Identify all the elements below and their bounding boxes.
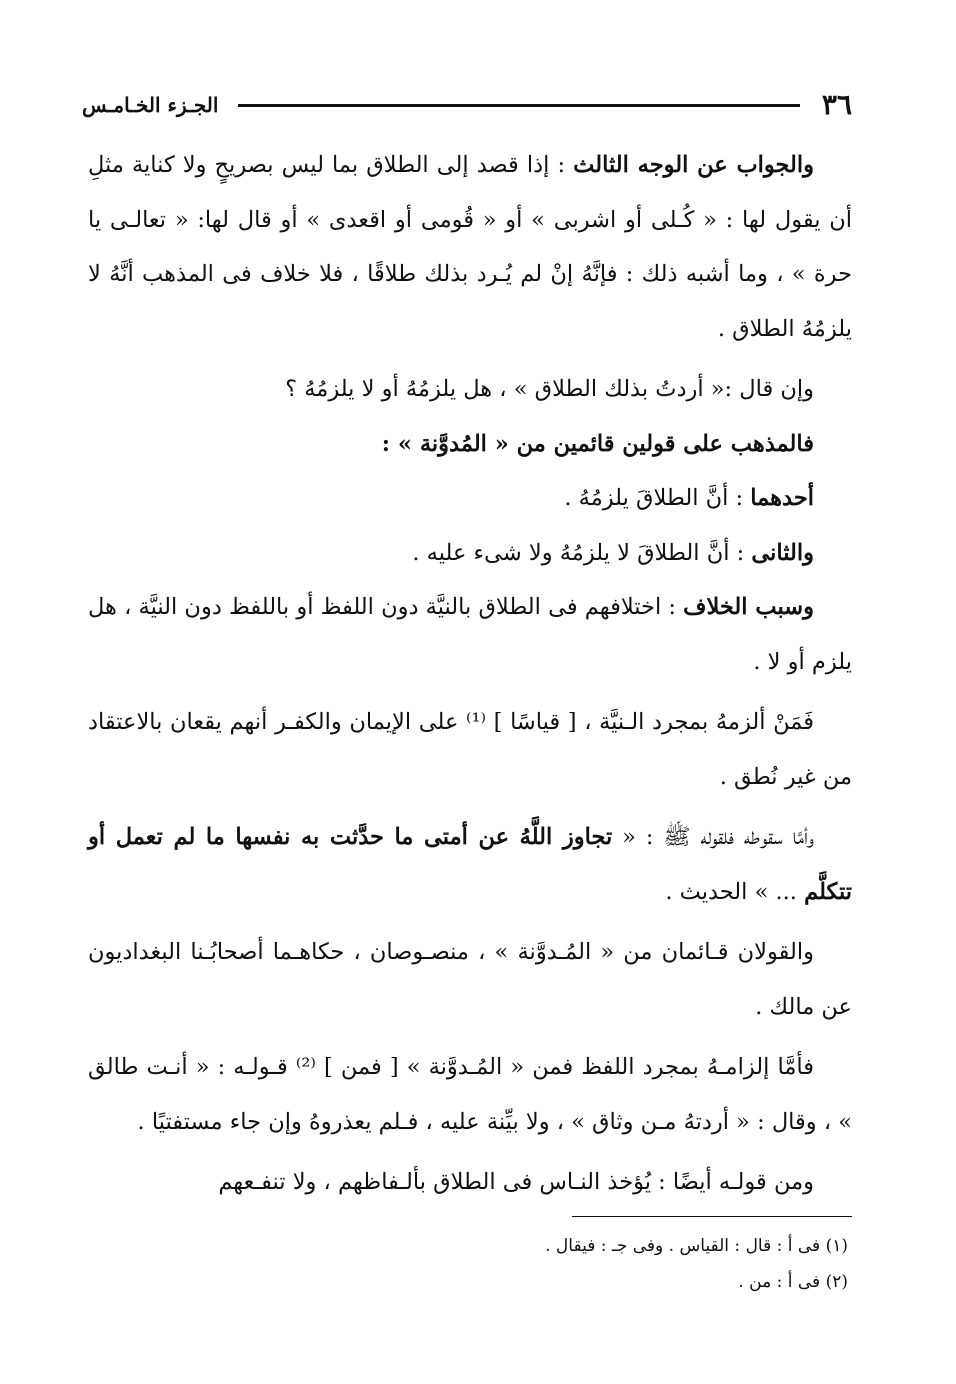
paragraph-question — [88, 362, 852, 417]
paragraph-text: وإن قال :« أردتُ بذلك الطلاق » ، هل يلزمُهُ أو لا يلزمُهُ ؟ — [285, 376, 814, 402]
hadith-quote: تجاوز اللَّهُ عن أمتى ما حدَّثت به نفسها ما لم تعمل أو تتكلَّم — [88, 824, 852, 905]
paragraph-lead: فالمذهب على قولين قائمين من « المُدوَّنة » : — [381, 430, 814, 457]
footnote-rule — [572, 1216, 852, 1217]
paragraph-two-sayings — [88, 925, 852, 1034]
header-rule — [238, 104, 800, 107]
paragraph-cause-of-disagreement — [88, 580, 852, 689]
paragraph-text: : أنَّ الطلاقَ لا يلزمُهُ ولا شىء عليه . — [412, 539, 752, 566]
paragraph-lead: والثانى — [751, 539, 814, 566]
paragraph-text: : إذا قصد إلى الطلاق بما ليس بصريحٍ ولا كناية مثلِ أن يقول لها : « كُـلى أو اشربى » أو « قُومى أو اقعدى » أو قال لها: « تعالـى يا حرة » ، وما أشبه ذلك : فإنَّهُ إنْ لم يُـرد بذلك طلاقًا ، فلا خلاف فى المذهب أنَّهُ لا يلزمُهُ الطلاق . — [88, 152, 852, 342]
paragraph-first-opinion — [88, 471, 852, 526]
running-header — [82, 88, 852, 122]
paragraph-lead: أحدهما — [750, 485, 814, 511]
paragraph-text: والقولان قـائمان من « المُـدوَّنة » ، منصـوصان ، حكاهـما أصحابُـنا البغداديون عن مالك . — [88, 939, 852, 1020]
paragraph-text: ومن قولـه أيضًا : يُؤخذ النـاس فى الطلاق بألـفاظهم ، ولا تنفـعهم — [218, 1169, 814, 1195]
footnote-2: (٢) فى أ : من . — [738, 1272, 848, 1292]
paragraph-pronouncement — [88, 1040, 852, 1149]
paragraph-two-opinions — [88, 417, 852, 472]
paragraph-intention-analogy — [88, 695, 852, 804]
paragraph-continued — [88, 1155, 852, 1210]
paragraph-text: وأمَّا سقوطه فلقوله ﷺ : « — [612, 824, 815, 850]
paragraph-hadith — [88, 810, 852, 919]
paragraph-lead: والجواب عن الوجه الثالث — [573, 152, 814, 178]
paragraph-text: : أنَّ الطلاقَ يلزمُهُ . — [564, 485, 751, 511]
running-title: الجـزء الخـامـس — [82, 93, 219, 117]
paragraph-second-opinion — [88, 526, 852, 581]
paragraph-text: ... » الحديث . — [665, 878, 805, 905]
paragraph-text: فأمَّا إلزامـهُ بمجرد اللفظ فمن « المُـدوَّنة » [ فمن ] ⁽²⁾ قـولـه : « أنـت طالق » ، وقال : « أردتهُ مـن وثاق » ، ولا بيِّنة عليه ، فـلم يعذروهُ وإن جاء مستفتيًا . — [88, 1054, 852, 1135]
footnotes — [88, 1228, 848, 1300]
paragraph-text: فَمَنْ ألزمهُ بمجرد الـنيَّة ، [ قياسًا ] ⁽¹⁾ على الإيمان والكفـر أنهم يقعان بالاعتقاد من غير نُطق . — [88, 709, 852, 790]
page-number: ٣٦ — [821, 88, 852, 121]
paragraph-text: : اختلافهم فى الطلاق بالنيَّة دون اللفظ أو باللفظ دون النيَّة ، هل يلزم أو لا . — [88, 594, 852, 675]
footnote-1: (١) فى أ : قال : القياس . وفى جـ : فيقال . — [545, 1236, 848, 1256]
paragraph-third-aspect — [88, 138, 852, 356]
main-text — [88, 138, 852, 1210]
paragraph-lead: وسبب الخلاف — [683, 594, 814, 620]
